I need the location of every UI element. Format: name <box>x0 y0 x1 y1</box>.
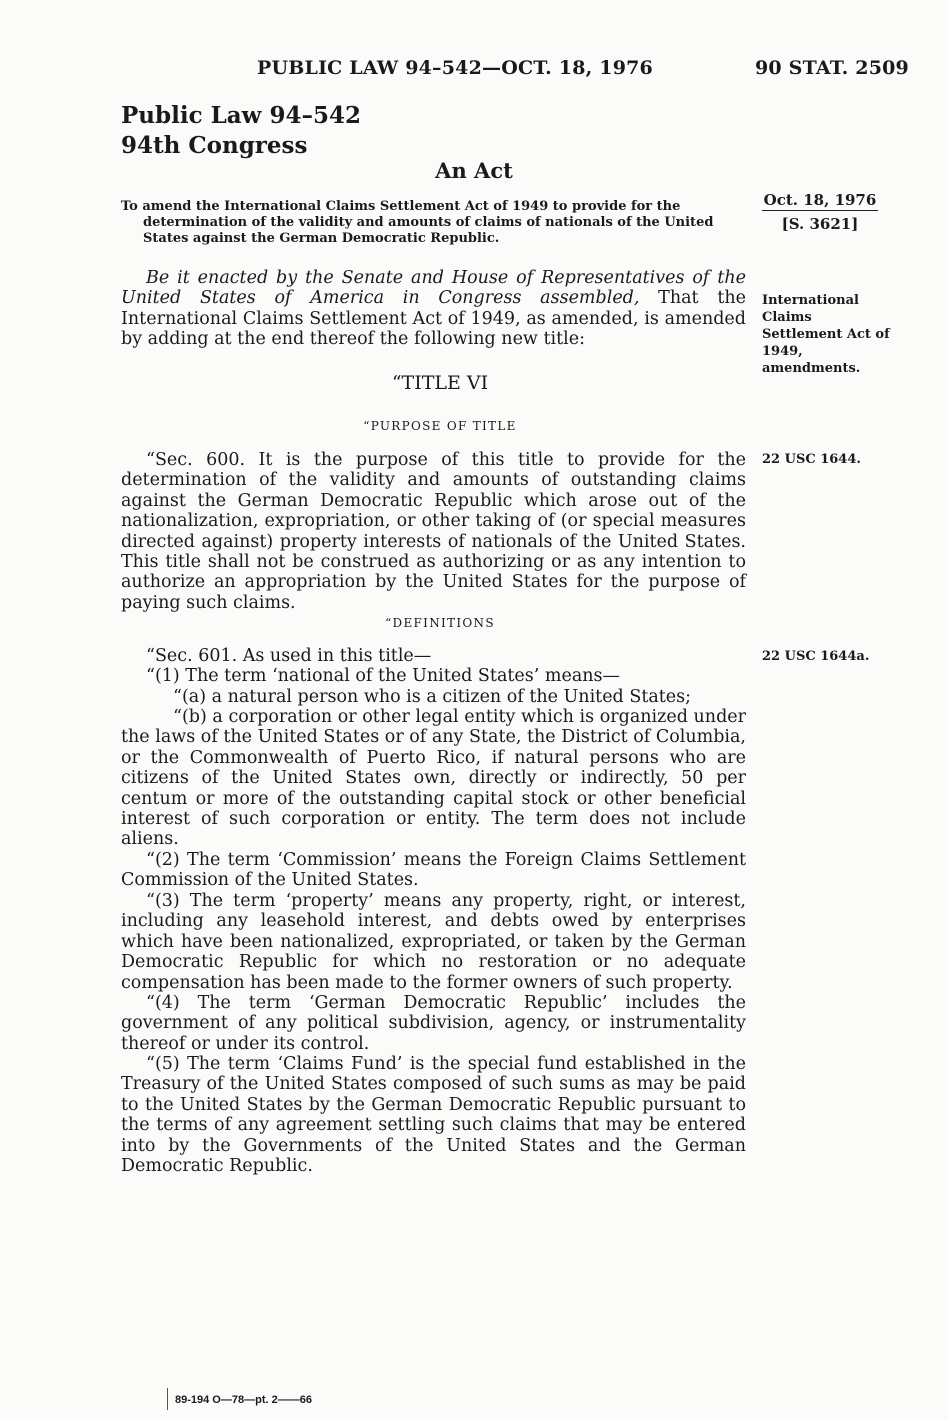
enacting-italic: Be it enacted by the Senate and House of Representatives of the United States of America in Congress assembled, <box>121 268 746 309</box>
public-law-number: Public Law 94–542 <box>121 102 361 129</box>
margin-note-line: 1949, <box>762 344 803 359</box>
margin-note-amendments <box>762 292 890 377</box>
margin-note-line: amendments. <box>762 361 861 376</box>
section-600: “Sec. 600. It is the purpose of this title to provide for the determination of the validity and amounts of outstanding claims against the German Democratic Republic which arose out of the nationalization, expropriation, or other taking of (or special measures directed against) property interests of nationals of the United States. This title shall not be construed as authorizing or as any intention to authorize an appropriation by the United States for the purpose of paying such claims. <box>121 450 746 613</box>
purpose-line-1: To amend the International Claims Settlement Act of 1949 to provide for the <box>121 199 681 214</box>
definition-5: “(5) The term ‘Claims Fund’ is the special fund established in the Treasury of the United States composed of such sums as may be paid to the United States by the German Democratic Republic pursuant to the terms of any agreement settling such claims that may be entered into by the Governments of the United States and the German Democratic Republic. <box>121 1054 746 1177</box>
act-label: An Act <box>435 158 513 183</box>
definition-1a: “(a) a natural person who is a citizen of the United States; <box>173 687 692 707</box>
usc-note-1644: 22 USC 1644. <box>762 452 861 467</box>
stat-reference: 90 STAT. 2509 <box>755 57 909 79</box>
definition-1b: “(b) a corporation or other legal entity which is organized under the laws of the United States or of any State, the District of Columbia, or the Commonwealth of Puerto Rico, if natural persons who are citizens of the United States own, directly or indirectly, 50 per centum or more of the outstanding capital stock or other beneficial interest of such corporation or entity. The term does not include aliens. <box>121 707 746 850</box>
purpose-line-3: States against the German Democratic Republic. <box>143 231 500 246</box>
section-601-intro: “Sec. 601. As used in this title— <box>146 646 432 666</box>
congress-number: 94th Congress <box>121 132 308 159</box>
purpose-heading: “PURPOSE OF TITLE <box>363 419 517 433</box>
usc-note-1644a: 22 USC 1644a. <box>762 649 870 664</box>
act-purpose <box>121 199 746 247</box>
margin-note-line: Settlement Act of <box>762 327 890 342</box>
definitions-heading: “DEFINITIONS <box>385 616 495 630</box>
definition-4: “(4) The term ‘German Democratic Republic’ includes the government of any political subdivision, agency, or instrumentality thereof or under its control. <box>121 993 746 1054</box>
definition-1: “(1) The term ‘national of the United States’ means— <box>146 666 621 686</box>
print-footer: 89-194 O—78—pt. 2——66 <box>175 1394 312 1406</box>
public-law-block <box>121 101 361 161</box>
enacting-clause <box>121 268 746 350</box>
enactment-date: Oct. 18, 1976 <box>763 191 877 209</box>
bill-number: [S. 3621] <box>781 215 859 233</box>
title-heading: “TITLE VI <box>391 372 489 394</box>
enacting-text: That the International Claims Settlement Act of 1949, as amended, is amended by adding at the end thereof the following new title: <box>121 288 746 350</box>
purpose-line-2: determination of the validity and amounts of claims of nationals of the United <box>143 215 714 230</box>
margin-note-line: International <box>762 293 859 308</box>
running-title: PUBLIC LAW 94–542—OCT. 18, 1976 <box>257 57 653 79</box>
definition-2: “(2) The term ‘Commission’ means the Foreign Claims Settlement Commission of the United States. <box>121 850 746 891</box>
definition-3: “(3) The term ‘property’ means any property, right, or interest, including any leasehold interest, and debts owed by enterprises which have been nationalized, expropriated, or taken by the German Democratic Republic for which no restoration or no adequate compensation has been made to the former owners of such property. <box>121 891 746 993</box>
margin-note-line: Claims <box>762 310 812 325</box>
footer-rule <box>167 1388 168 1410</box>
